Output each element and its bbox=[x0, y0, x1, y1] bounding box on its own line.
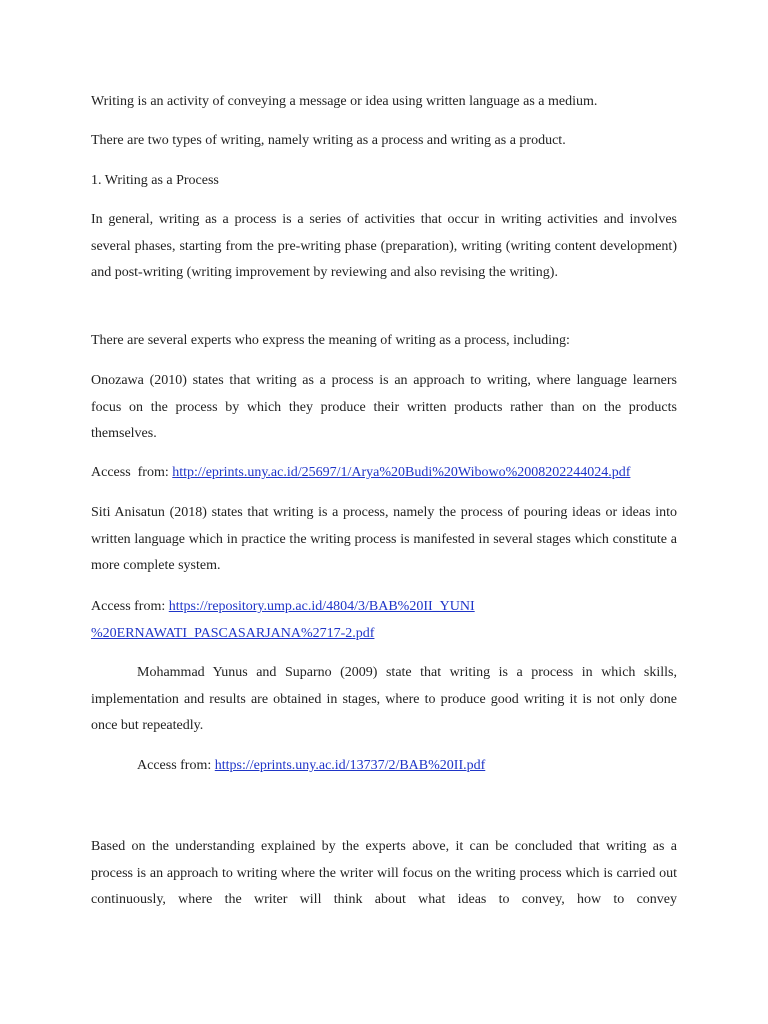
paragraph-types: There are two types of writing, namely writing as a process and writing as a product. bbox=[91, 133, 566, 148]
access-label: Access from: bbox=[137, 758, 215, 773]
access-label: Access from: bbox=[91, 599, 169, 614]
paragraph-experts-intro: There are several experts who express the meaning of writing as a process, including: bbox=[91, 333, 570, 348]
paragraph-process-general: In general, writing as a process is a series of activities that occur in writing activities and involves several phases, starting from the pre-writing phase (preparation), writing (writing content development) and post-writing (writing improvement by reviewing and also revising the writing). bbox=[91, 212, 677, 280]
paragraph-conclusion: Based on the understanding explained by the experts above, it can be concluded that writing as a process is an approach to writing where the writer will focus on the writing process which is carried out continuously, where the writer will think about what ideas to convey, how to convey bbox=[91, 839, 677, 907]
paragraph-siti-anisatun: Siti Anisatun (2018) states that writing is a process, namely the process of pouring ideas or ideas into written language which in practice the writing process is manifested in several stages which constitute a more complete system. bbox=[91, 505, 677, 573]
access-line-2 bbox=[91, 594, 677, 647]
paragraph-yunus-suparno: Mohammad Yunus and Suparno (2009) state that writing is a process in which skills, implementation and results are obtained in stages, where to produce good writing it is not only done once but repeatedly. bbox=[91, 665, 677, 733]
access-line-3 bbox=[137, 753, 677, 780]
paragraph-definition: Writing is an activity of conveying a message or idea using written language as a medium. bbox=[91, 94, 598, 109]
source-link-anisatun[interactable]: https://repository.ump.ac.id/4804/3/BAB%20II_YUNI %20ERNAWATI_PASCASARJANA%2717-2.pdf bbox=[91, 599, 475, 641]
access-label: Access from: bbox=[91, 465, 173, 480]
paragraph-onozawa: Onozawa (2010) states that writing as a process is an approach to writing, where language learners focus on the process by which they produce their written products rather than on the products themselves. bbox=[91, 373, 677, 441]
section-heading: 1. Writing as a Process bbox=[91, 173, 219, 188]
access-line-1 bbox=[91, 460, 677, 487]
source-link-yunus[interactable]: https://eprints.uny.ac.id/13737/2/BAB%20II.pdf bbox=[214, 758, 486, 773]
source-link-onozawa[interactable]: http://eprints.uny.ac.id/25697/1/Arya%20Budi%20Wibowo%2008202244024.pdf bbox=[172, 465, 631, 480]
